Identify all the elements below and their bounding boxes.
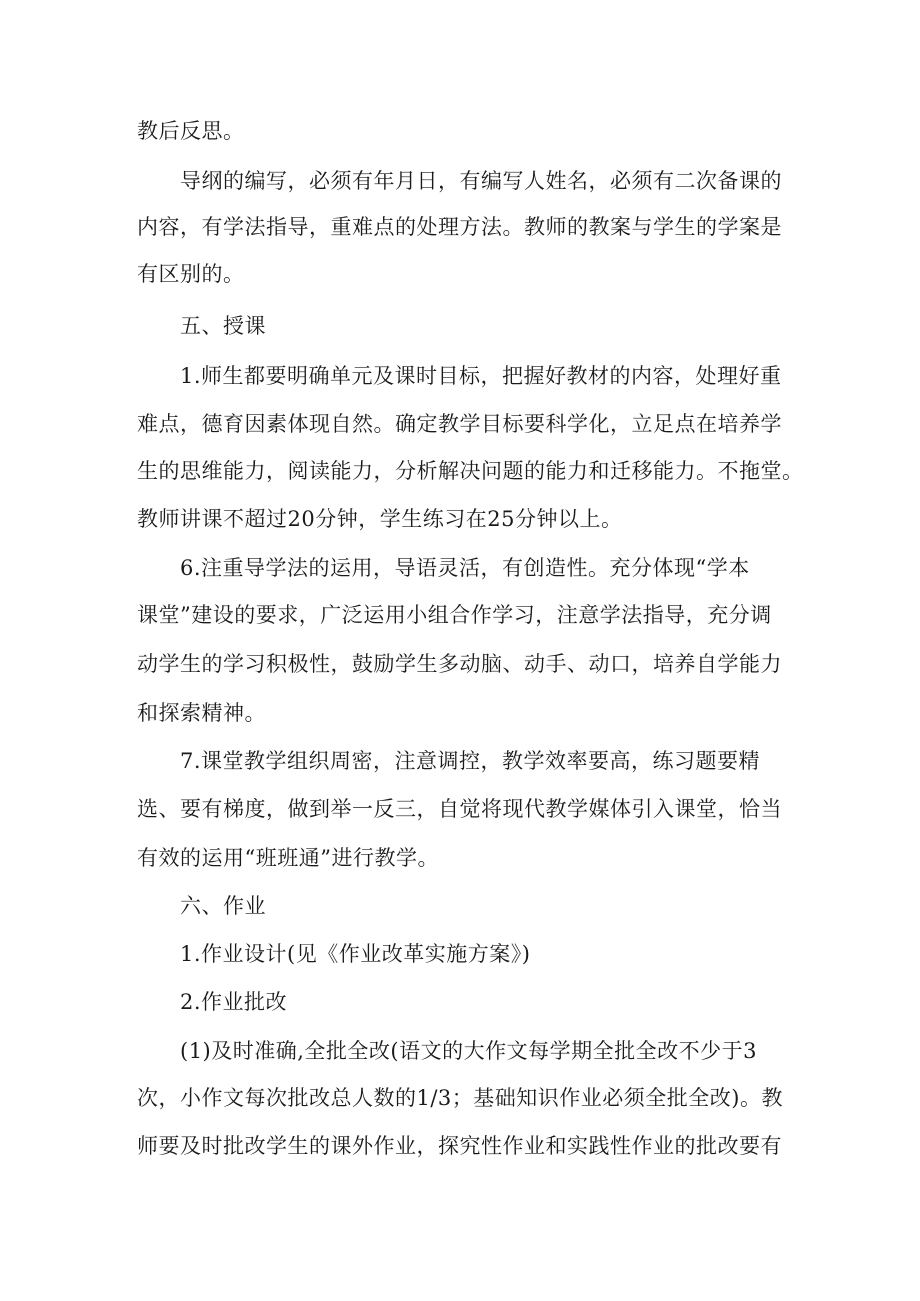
text-line: 有区别的。 — [137, 262, 245, 286]
text-line: 选、要有梯度，做到举一反三，自觉将现代教学媒体引入课堂，恰当 — [137, 797, 782, 821]
text-line: 2.作业批改 — [180, 990, 288, 1014]
text-line: 动学生的学习积极性，鼓励学生多动脑、动手、动口，培养自学能力 — [137, 652, 782, 676]
section-heading: 六、作业 — [180, 894, 266, 918]
text-line: 1.师生都要明确单元及课时目标，把握好教材的内容，处理好重 — [180, 364, 782, 388]
text-line: 教后反思。 — [137, 119, 245, 143]
text-line: 课堂”建设的要求，广泛运用小组合作学习，注意学法指导，充分调 — [137, 603, 772, 627]
text-line: 教师讲课不超过20分钟，学生练习在25分钟以上。 — [137, 507, 623, 531]
text-line: 次，小作文每次批改总人数的1/3；基础知识作业必须全批全改)。教 — [137, 1086, 783, 1110]
text-line: 1.作业设计(见《作业改革实施方案》) — [180, 942, 531, 966]
section-heading: 五、授课 — [180, 314, 266, 338]
text-line: (1)及时准确,全批全改(语文的大作文每学期全批全改不少于3 — [180, 1039, 757, 1063]
text-line: 导纲的编写，必须有年月日，有编写人姓名，必须有二次备课的 — [180, 169, 782, 193]
text-line: 难点，德育因素体现自然。确定教学目标要科学化，立足点在培养学 — [137, 412, 782, 436]
text-line: 师要及时批改学生的课外作业，探究性作业和实践性作业的批改要有 — [137, 1134, 782, 1158]
text-line: 生的思维能力，阅读能力，分析解决问题的能力和迁移能力。不拖堂。 — [137, 459, 804, 483]
text-line: 和探索精神。 — [137, 701, 266, 725]
text-line: 有效的运用“班班通”进行教学。 — [137, 846, 439, 870]
text-line: 7.课堂教学组织周密，注意调控，教学效率要高，练习题要精 — [180, 749, 761, 773]
text-line: 内容，有学法指导，重难点的处理方法。教师的教案与学生的学案是 — [137, 215, 782, 239]
text-line: 6.注重导学法的运用，导语灵活，有创造性。充分体现“学本 — [180, 556, 750, 580]
